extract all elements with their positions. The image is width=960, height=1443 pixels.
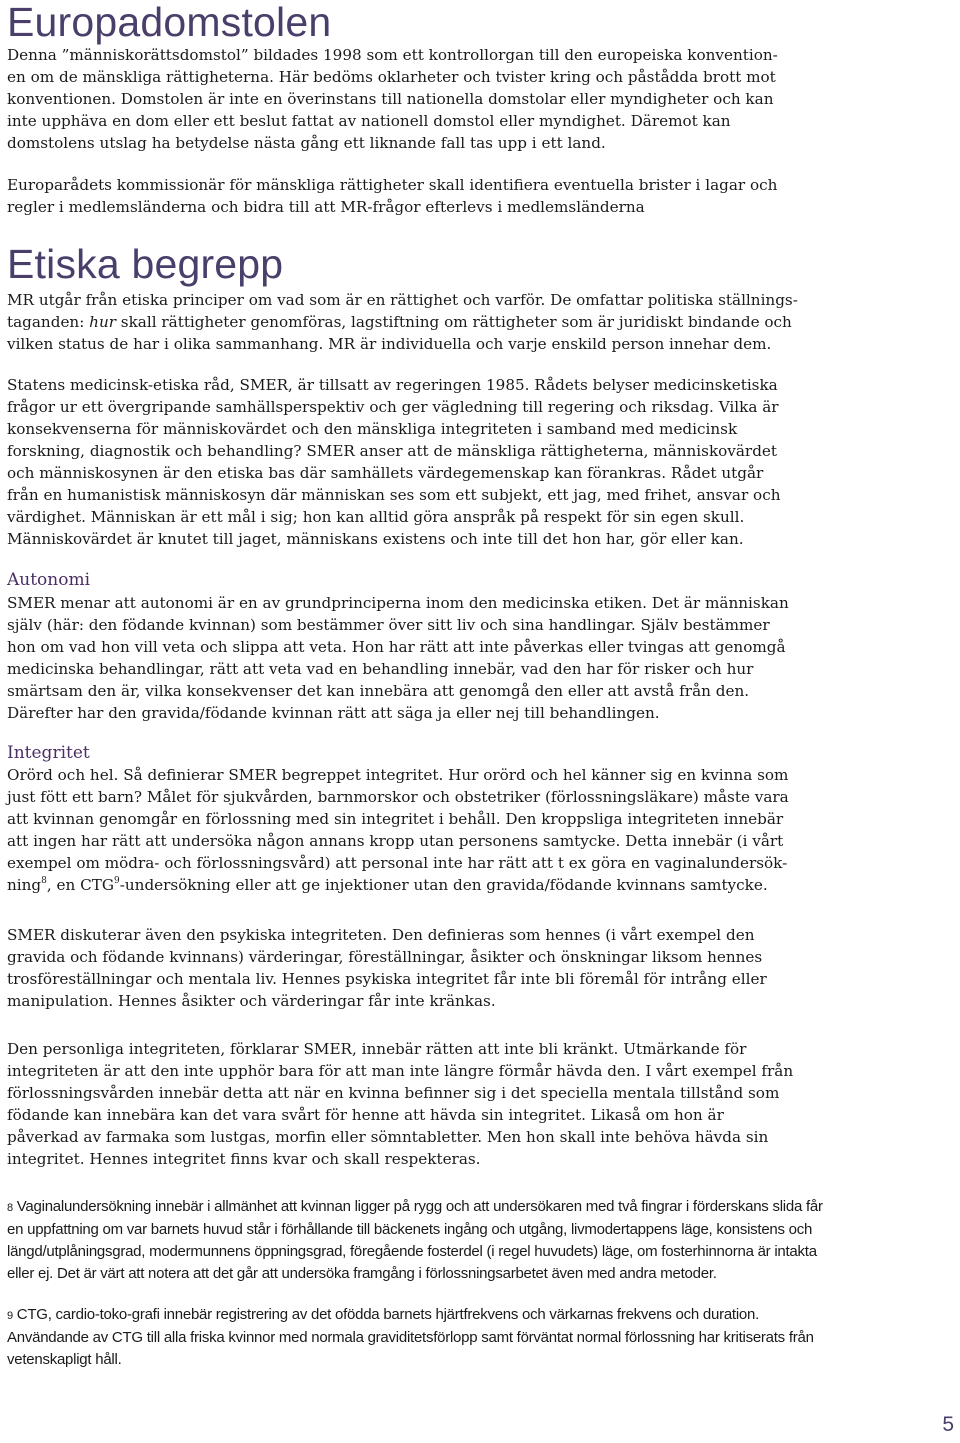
text-run: , en CTG [46,876,115,894]
paragraph-mr-principer [7,289,955,355]
text-line [7,311,955,333]
text-line: själv (här: den födande kvinnan) som bestämmer över sitt liv och sina handlingar. Själv bestämmer [7,616,770,634]
paragraph-europadomstolen [7,44,955,154]
text-line: förlossningsvården innebär detta att när en kvinna befinner sig i det speciella mentala tillstånd som [7,1084,780,1102]
text-line: regler i medlemsländerna och bidra till att MR-frågor efterlevs i medlemsländerna [7,198,645,216]
text-line: födande kan innebära kan det vara svårt för henne att hävda sin integritet. Likaså om hon är [7,1106,724,1124]
text-line: att kvinnan genomgår en förlossning med sin integritet i behåll. Den kroppsliga integriteten innebär [7,810,784,828]
text-line: Den personliga integriteten, förklarar SMER, innebär rätten att inte bli kränkt. Utmärkande för [7,1040,747,1058]
footnote-number: 8 [7,1202,13,1214]
text-run: CTG, cardio-toko-grafi innebär registrering av det ofödda barnets hjärtfrekvens och värkarnas frekvens och duration. [12,1306,760,1323]
text-line: integriteten är att den inte upphör bara för att man inte längre förmår hävda den. I vårt exempel från [7,1062,794,1080]
text-line: just fött ett barn? Målet för sjukvården, barnmorskor och obstetriker (förlossningsläkare) måste vara [7,788,789,806]
footnote-ref-8: 8 [41,876,47,886]
text-line: vetenskapligt håll. [7,1351,122,1368]
footnote-ref-9: 9 [114,876,120,886]
text-line: att ingen har rätt att undersöka någon annans kropp utan personens samtycke. Detta innebär (i vårt [7,832,784,850]
heading-etiska-begrepp: Etiska begrepp [7,241,284,287]
text-run: ning [7,876,42,894]
text-line: vilken status de har i olika sammanhang. MR är individuella och varje enskild person innehar dem. [7,335,772,353]
paragraph-smer [7,374,955,550]
paragraph-personlig-integritet [7,1038,955,1170]
emphasis-hur: hur [89,313,116,331]
paragraph-psykisk-integritet [7,924,955,1012]
text-line [7,1196,955,1219]
footnote-number: 9 [7,1310,13,1322]
text-line: Därefter har den gravida/födande kvinnan rätt att säga ja eller nej till behandlingen. [7,704,660,722]
text-line: och människosynen är den etiska bas där samhällets värdegemenskap kan förankras. Rådet utgår [7,464,764,482]
subheading-integritet: Integritet [7,743,90,763]
text-line: gravida och födande kvinnans) värderingar, föreställningar, åsikter och önskningar liksom hennes [7,948,763,966]
text-line: SMER diskuterar även den psykiska integriteten. Den definieras som hennes (i vårt exempel den [7,926,755,944]
text-line: manipulation. Hennes åsikter och värderingar får inte kränkas. [7,992,496,1010]
text-run: -undersökning eller att ge injektioner utan den gravida/födande kvinnans samtycke. [119,876,768,894]
text-line: MR utgår från etiska principer om vad som är en rättighet och varför. De omfattar politiska ställnings- [7,291,798,309]
text-line: integritet. Hennes integritet finns kvar och skall respekteras. [7,1150,481,1168]
paragraph-europaradet [7,174,955,218]
page-number: 5 [942,1413,954,1436]
text-line: frågor ur ett övergripande samhällsperspektiv och ger vägledning till regering och riksdag. Vilka är [7,398,779,416]
text-line: Europarådets kommissionär för mänskliga rättigheter skall identifiera eventuella brister i lagar och [7,176,778,194]
text-line: trosföreställningar och mentala liv. Hennes psykiska integritet får inte bli föremål för intrång eller [7,970,767,988]
text-line: Användande av CTG till alla friska kvinnor med normala graviditetsförlopp samt förväntat normal förlossning har kritiserats från [7,1329,814,1346]
text-line: konventionen. Domstolen är inte en överinstans till nationella domstolar eller myndigheter och kan [7,90,774,108]
text-line: forskning, diagnostik och behandling? SMER anser att de mänskliga rättigheterna, människovärdet [7,442,778,460]
text-line: hon om vad hon vill veta och slippa att veta. Hon har rätt att inte påverkas eller tvingas att genomgå [7,638,786,656]
text-line: en uppfattning om var barnets huvud står i förhållande till bäckenets ingång och utgång, livmodertappens läge, konsistens och [7,1221,813,1238]
text-line: värdighet. Människan är ett mål i sig; hon kan alltid göra anspråk på respekt för sin egen skull. [7,508,745,526]
text-line: Människovärdet är knutet till jaget, människans existens och inte till det hon har, gör eller kan. [7,530,744,548]
text-line: smärtsam den är, vilka konsekvenser det kan innebära att genomgå den eller att avstå från den. [7,682,750,700]
paragraph-autonomi [7,592,955,724]
text-line [7,1304,955,1327]
text-line: Denna ”människorättsdomstol” bildades 1998 som ett kontrollorgan till den europeiska konvention- [7,46,778,64]
text-run: Vaginalundersökning innebär i allmänhet att kvinnan ligger på rygg och att undersökaren med två fingrar i förderskans slida får [12,1198,823,1215]
text-line: en om de mänskliga rättigheterna. Här bedöms oklarheter och tvister kring och påstådda brott mot [7,68,776,86]
text-line: exempel om mödra- och förlossningsvård) att personal inte har rätt att t ex göra en vaginalundersök- [7,854,788,872]
paragraph-integritet [7,764,955,896]
text-line: från en humanistisk människosyn där människan ses som ett subjekt, ett jag, med frihet, ansvar och [7,486,781,504]
text-line: Statens medicinsk-etiska råd, SMER, är tillsatt av regeringen 1985. Rådets belyser medicinsketiska [7,376,778,394]
text-line: Orörd och hel. Så definierar SMER begreppet integritet. Hur orörd och hel känner sig en kvinna som [7,766,789,784]
text-line: SMER menar att autonomi är en av grundprinciperna inom den medicinska etiken. Det är människan [7,594,789,612]
footnote-8 [7,1196,955,1285]
text-line: eller ej. Det är värt att notera att det går att undersöka framgång i förlossningsarbetet även med andra metoder. [7,1265,717,1282]
text-line: längd/utplåningsgrad, modermunnens öppningsgrad, föregående fosterdel (i regel huvudets) läge, om fosterhinnorna är intakta [7,1243,817,1260]
text-line: konsekvenserna för människovärdet och den mänskliga integriteten i samband med medicinsk [7,420,738,438]
subheading-autonomi: Autonomi [7,570,91,590]
text-run: skall rättigheter genomföras, lagstiftning om rättigheter som är juridiskt bindande och [115,313,792,331]
text-line: medicinska behandlingar, rätt att veta vad en behandling innebär, vad den har för risker och hur [7,660,754,678]
text-line: inte upphäva en dom eller ett beslut fattat av nationell domstol eller myndighet. Däremot kan [7,112,731,130]
footnote-9 [7,1304,955,1371]
text-run: taganden: [7,313,90,331]
text-line: påverkad av farmaka som lustgas, morfin eller sömntabletter. Men hon skall inte behöva hävda sin [7,1128,769,1146]
text-line: domstolens utslag ha betydelse nästa gång ett liknande fall tas upp i ett land. [7,134,606,152]
text-line [7,874,955,896]
heading-europadomstolen: Europadomstolen [7,0,332,45]
